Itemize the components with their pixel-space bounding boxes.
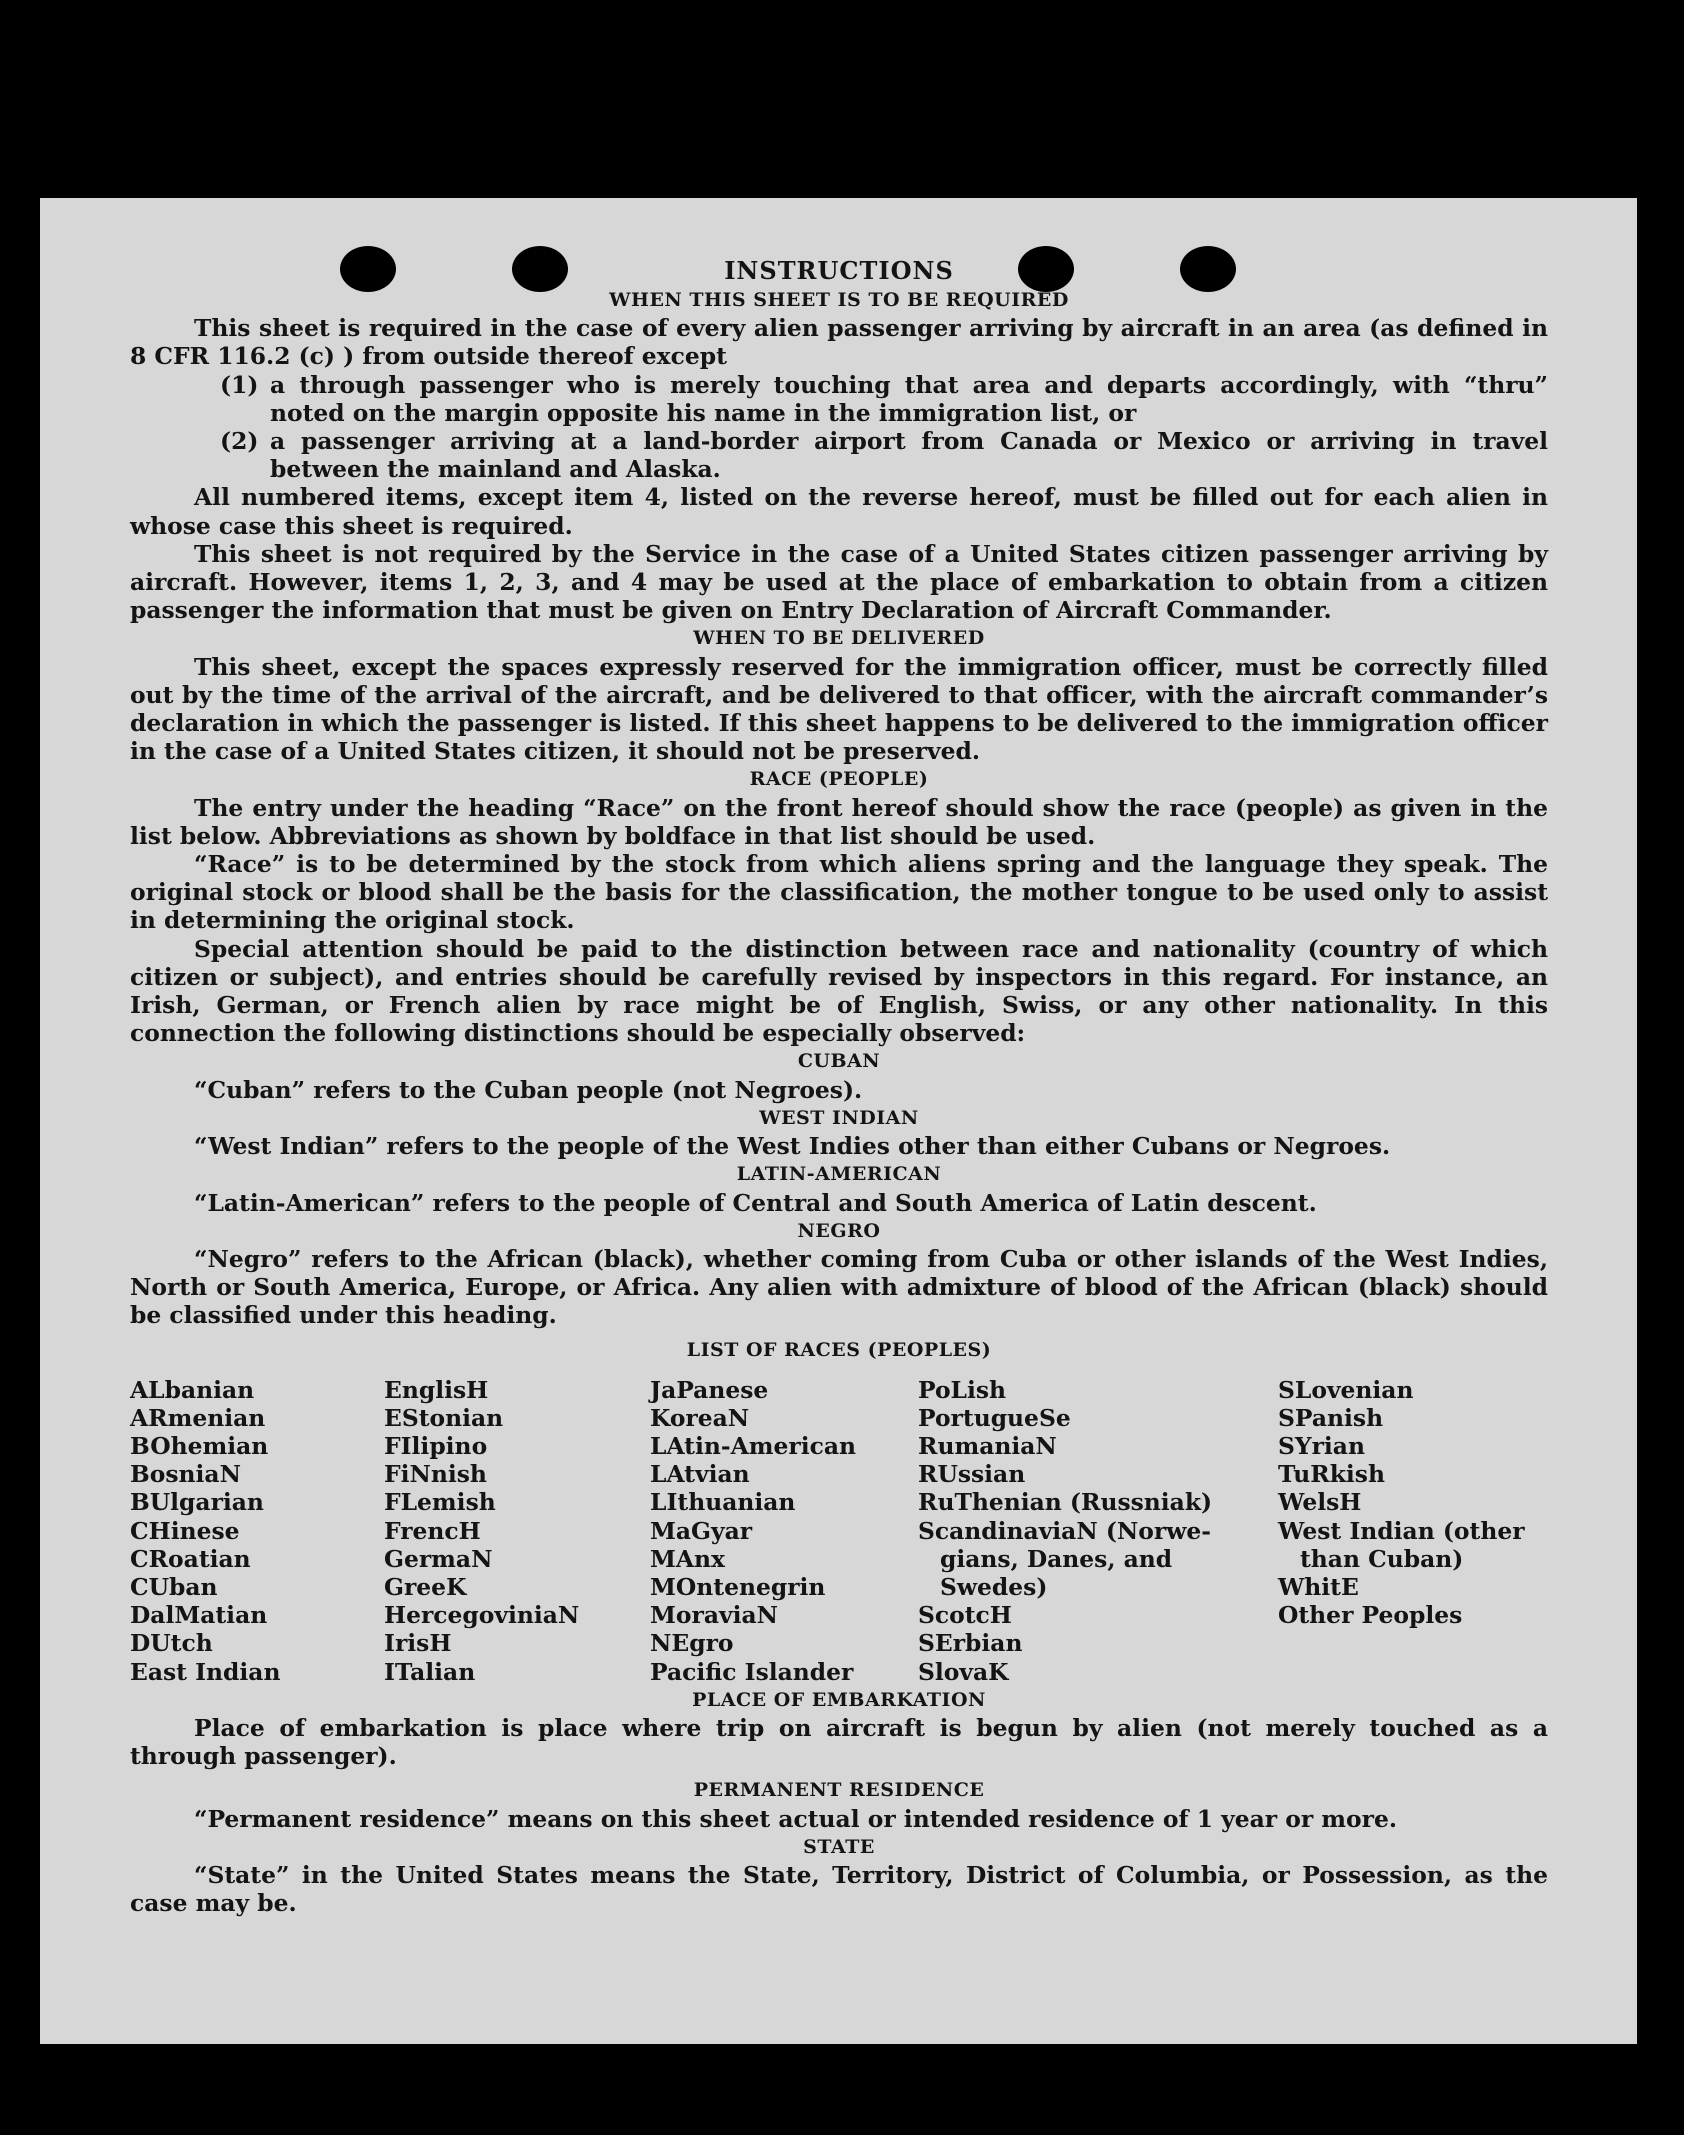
race-item: Pacific Islander [650, 1657, 854, 1686]
page-title: INSTRUCTIONS [724, 256, 954, 285]
race-item: West Indian (other [1278, 1516, 1525, 1545]
race-item: RumaniaN [918, 1432, 1057, 1461]
races-column [130, 1376, 384, 1686]
race-item: ITalian [384, 1657, 476, 1686]
races-list [130, 1376, 1548, 1686]
race-item: TuRkish [1278, 1460, 1385, 1489]
race-item: FLemish [384, 1488, 496, 1517]
race-item: CUban [130, 1573, 218, 1602]
race-item: gians, Danes, and [940, 1544, 1173, 1573]
paragraph: Place of embarkation is place where trip on aircraft is begun by alien (not merely touched as a through passenger). [130, 1713, 1548, 1771]
race-item: KoreaN [650, 1403, 750, 1432]
paragraph: Special attention should be paid to the distinction between race and nationality (country of which citizen or subject), and entries should be carefully revised by inspectors in this regard. For instance, an Irish, German, or French alien by race might be of English, Swiss, or any other nationality. In this connection the following distinctions should be especially observed: [130, 934, 1548, 1048]
item-number: (1) [220, 370, 259, 399]
item-text: a through passenger who is merely touching that area and departs accordingly, with “thru” noted on the margin opposite his name in the immigration list, or [270, 370, 1548, 427]
section-heading: WEST INDIAN [759, 1106, 919, 1129]
paragraph: The entry under the heading “Race” on the front hereof should show the race (people) as given in the list below. Abbreviations as shown by boldface in that list should be used. [130, 793, 1548, 850]
paragraph: “Race” is to be determined by the stock from which aliens spring and the language they speak. The original stock or blood shall be the basis for the classification, the mother tongue to be used only to assist in determining the original stock. [130, 850, 1548, 935]
paragraph: “Negro” refers to the African (black), whether coming from Cuba or other islands of the West Indies, North or South America, Europe, or Africa. Any alien with admixture of blood of the African (black) should be classified under this heading. [130, 1244, 1548, 1330]
paragraph: “Permanent residence” means on this sheet actual or intended residence of 1 year or more. [194, 1804, 1397, 1833]
race-item: LIthuanian [650, 1488, 796, 1517]
paragraph: This sheet, except the spaces expressly reserved for the immigration officer, must be correctly filled out by the time of the arrival of the aircraft, and be delivered to that officer, with the aircraft commander’s declaration in which the passenger is listed. If this sheet happens to be delivered to the immigration officer in the case of a United States citizen, it should not be preserved. [130, 652, 1548, 766]
races-column [1278, 1376, 1548, 1686]
race-item: EnglisH [384, 1375, 489, 1404]
race-item: CRoatian [130, 1544, 251, 1573]
race-item: GermaN [384, 1544, 493, 1573]
race-item: SErbian [918, 1629, 1023, 1658]
race-item: Swedes) [940, 1573, 1048, 1602]
race-item: PortugueSe [918, 1403, 1071, 1432]
race-item: MoraviaN [650, 1601, 778, 1630]
section-heading: WHEN TO BE DELIVERED [693, 627, 985, 650]
section-heading: STATE [803, 1835, 875, 1858]
race-item: BUlgarian [130, 1488, 264, 1517]
race-item: RUssian [918, 1460, 1026, 1489]
race-item: WhitE [1278, 1573, 1359, 1602]
race-item: ALbanian [130, 1375, 255, 1404]
race-item: FrencH [384, 1516, 481, 1545]
section-heading: WHEN THIS SHEET IS TO BE REQUIRED [609, 289, 1069, 311]
race-item: JaPanese [650, 1375, 769, 1404]
paragraph: This sheet is required in the case of every alien passenger arriving by aircraft in an area (as defined in 8 CFR 116.2 (c) ) from outside thereof except [130, 314, 1548, 371]
race-item: FiNnish [384, 1460, 487, 1489]
paragraph: “State” in the United States means the State, Territory, District of Columbia, or Possession, as the case may be. [130, 1861, 1548, 1918]
race-item: Other Peoples [1278, 1601, 1463, 1630]
race-item: ScotcH [918, 1601, 1012, 1630]
document-sheet [40, 198, 1637, 2044]
race-item: EStonian [384, 1403, 504, 1432]
race-item: WelsH [1278, 1488, 1362, 1517]
race-item: FIlipino [384, 1432, 488, 1461]
list-item [130, 427, 1548, 483]
paragraph: All numbered items, except item 4, listed on the reverse hereof, must be filled out for each alien in whose case this sheet is required. [130, 483, 1548, 540]
race-item: LAtvian [650, 1460, 750, 1489]
race-item: GreeK [384, 1573, 467, 1602]
race-item: IrisH [384, 1629, 452, 1658]
instructions-text [130, 256, 1548, 1917]
race-item: SlovaK [918, 1657, 1009, 1686]
race-item: MOntenegrin [650, 1573, 826, 1602]
race-item: BosniaN [130, 1460, 241, 1489]
races-column [650, 1376, 918, 1686]
races-heading: LIST OF RACES (PEOPLES) [686, 1338, 992, 1361]
race-item: SLovenian [1278, 1375, 1414, 1404]
race-item: CHinese [130, 1516, 240, 1545]
race-item: MAnx [650, 1544, 725, 1573]
section-heading: NEGRO [797, 1219, 881, 1242]
race-item: HercegoviniaN [384, 1601, 580, 1630]
races-column [918, 1376, 1278, 1686]
paragraph: “West Indian” refers to the people of the West Indies other than either Cubans or Negroes. [194, 1132, 1391, 1161]
paragraph: This sheet is not required by the Service in the case of a United States citizen passenger arriving by aircraft. However, items 1, 2, 3, and 4 may be used at the place of embarkation to obtain from a citizen passenger the information that must be given on Entry Declaration of Aircraft Commander. [130, 539, 1548, 625]
race-item: ARmenian [130, 1403, 266, 1432]
race-item: DalMatian [130, 1601, 268, 1630]
race-item: BOhemian [130, 1432, 269, 1461]
race-item: DUtch [130, 1629, 213, 1658]
item-number: (2) [220, 427, 259, 456]
race-item: RuThenian (Russniak) [918, 1488, 1213, 1517]
race-item: NEgro [650, 1629, 734, 1658]
race-item: SPanish [1278, 1403, 1384, 1432]
list-item [130, 371, 1548, 427]
race-item: SYrian [1278, 1432, 1365, 1461]
paragraph: “Cuban” refers to the Cuban people (not Negroes). [194, 1075, 863, 1104]
section-heading: RACE (PEOPLE) [749, 768, 929, 791]
paragraph: “Latin-American” refers to the people of Central and South America of Latin descent. [194, 1188, 1317, 1217]
section-heading: PERMANENT RESIDENCE [693, 1779, 985, 1802]
section-heading: LATIN-AMERICAN [736, 1163, 942, 1186]
race-item: than Cuban) [1300, 1544, 1464, 1573]
race-item: PoLish [918, 1375, 1007, 1404]
item-text: a passenger arriving at a land-border airport from Canada or Mexico or arriving in travel between the mainland and Alaska. [270, 427, 1548, 484]
race-item: MaGyar [650, 1516, 753, 1545]
section-heading: PLACE OF EMBARKATION [692, 1688, 986, 1711]
race-item: LAtin-American [650, 1432, 856, 1461]
races-column [384, 1376, 650, 1686]
race-item: ScandinaviaN (Norwe- [918, 1516, 1211, 1545]
race-item: East Indian [130, 1657, 281, 1686]
section-heading: CUBAN [797, 1050, 881, 1073]
